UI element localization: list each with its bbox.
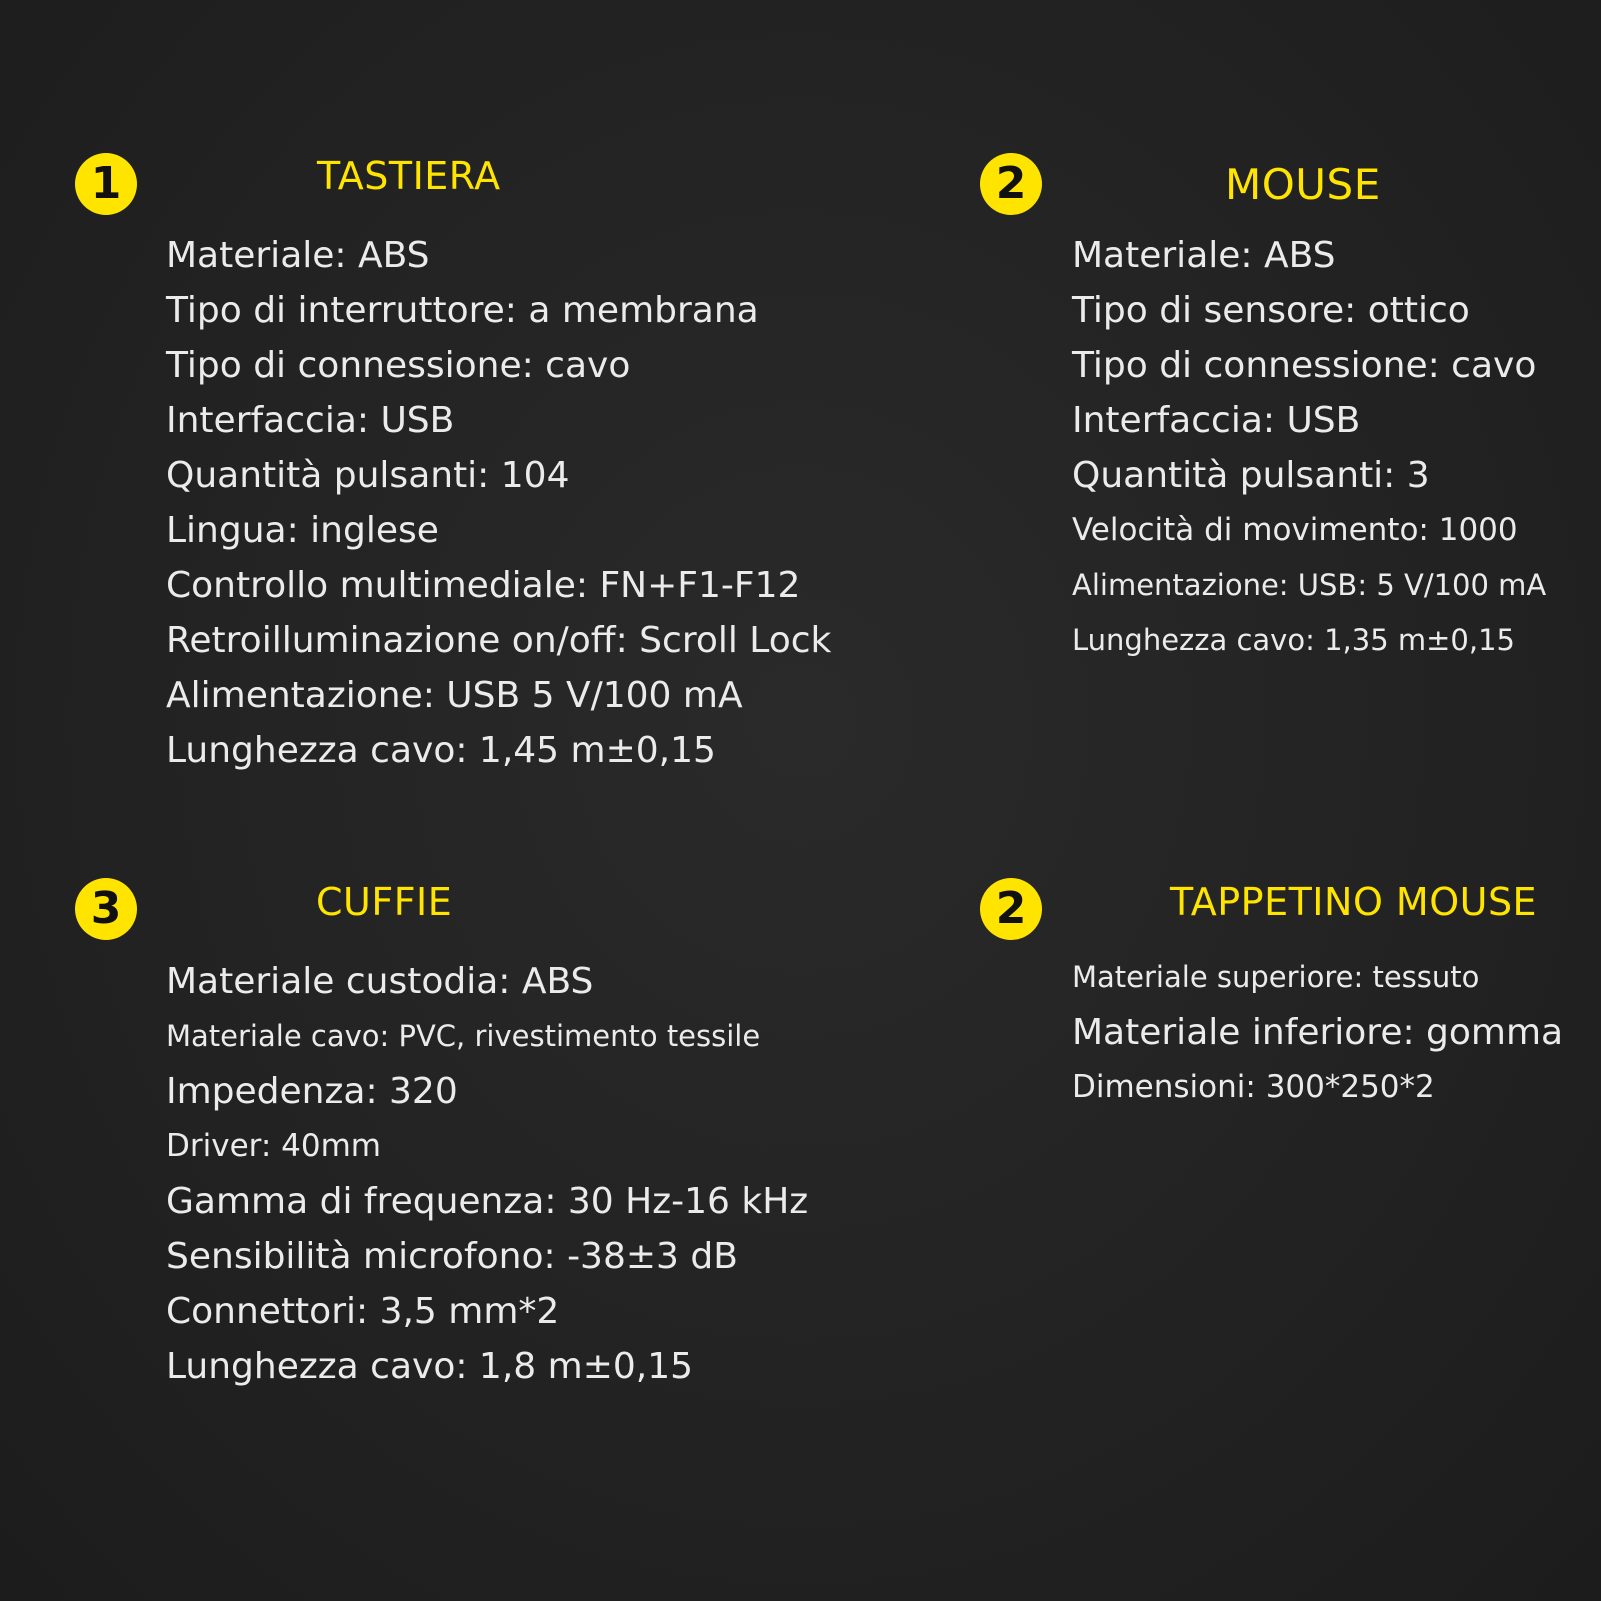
spec-item: Materiale cavo: PVC, rivestimento tessile: [166, 1019, 761, 1053]
mouse-title: MOUSE: [1225, 160, 1381, 209]
badge-3: 3: [75, 878, 137, 940]
spec-item: Tipo di sensore: ottico: [1072, 290, 1470, 331]
spec-item: Connettori: 3,5 mm*2: [166, 1291, 560, 1332]
spec-item: Quantità pulsanti: 104: [166, 455, 570, 496]
headphones-title: CUFFIE: [316, 880, 453, 924]
spec-item: Impedenza: 320: [166, 1071, 458, 1112]
spec-item: Tipo di interruttore: a membrana: [166, 290, 759, 331]
headphones-specs: [166, 954, 808, 1394]
spec-item: Gamma di frequenza: 30 Hz-16 kHz: [166, 1181, 809, 1222]
spec-item: Retroilluminazione on/off: Scroll Lock: [166, 620, 832, 661]
spec-item: Materiale superiore: tessuto: [1072, 960, 1480, 994]
spec-item: Dimensioni: 300*250*2: [1072, 1069, 1435, 1105]
mouse-specs: [1072, 228, 1546, 668]
mousepad-specs: [1072, 950, 1563, 1115]
spec-item: Materiale custodia: ABS: [166, 961, 594, 1002]
spec-item: Velocità di movimento: 1000: [1072, 512, 1518, 548]
spec-item: Quantità pulsanti: 3: [1072, 455, 1430, 496]
spec-item: Alimentazione: USB 5 V/100 mA: [166, 675, 743, 716]
spec-item: Materiale inferiore: gomma: [1072, 1012, 1564, 1053]
spec-item: Materiale: ABS: [1072, 235, 1336, 276]
spec-item: Interfaccia: USB: [166, 400, 455, 441]
badge-1: 1: [75, 153, 137, 215]
keyboard-section: [0, 0, 832, 800]
spec-item: Tipo di connessione: cavo: [166, 345, 631, 386]
badge-2: 2: [980, 153, 1042, 215]
spec-item: Lunghezza cavo: 1,8 m±0,15: [166, 1346, 694, 1387]
spec-item: Sensibilità microfono: -38±3 dB: [166, 1236, 738, 1277]
spec-item: Interfaccia: USB: [1072, 400, 1361, 441]
spec-item: Lunghezza cavo: 1,35 m±0,15: [1072, 623, 1515, 657]
spec-item: Materiale: ABS: [166, 235, 430, 276]
keyboard-title: TASTIERA: [317, 154, 501, 198]
mousepad-title: TAPPETINO MOUSE: [1170, 880, 1538, 924]
spec-item: Controllo multimediale: FN+F1-F12: [166, 565, 801, 606]
spec-item: Tipo di connessione: cavo: [1072, 345, 1537, 386]
keyboard-specs: [166, 228, 831, 778]
spec-item: Driver: 40mm: [166, 1128, 381, 1164]
spec-item: Lingua: inglese: [166, 510, 439, 551]
badge-4: 2: [980, 878, 1042, 940]
spec-item: Lunghezza cavo: 1,45 m±0,15: [166, 730, 716, 771]
spec-item: Alimentazione: USB: 5 V/100 mA: [1072, 568, 1547, 602]
